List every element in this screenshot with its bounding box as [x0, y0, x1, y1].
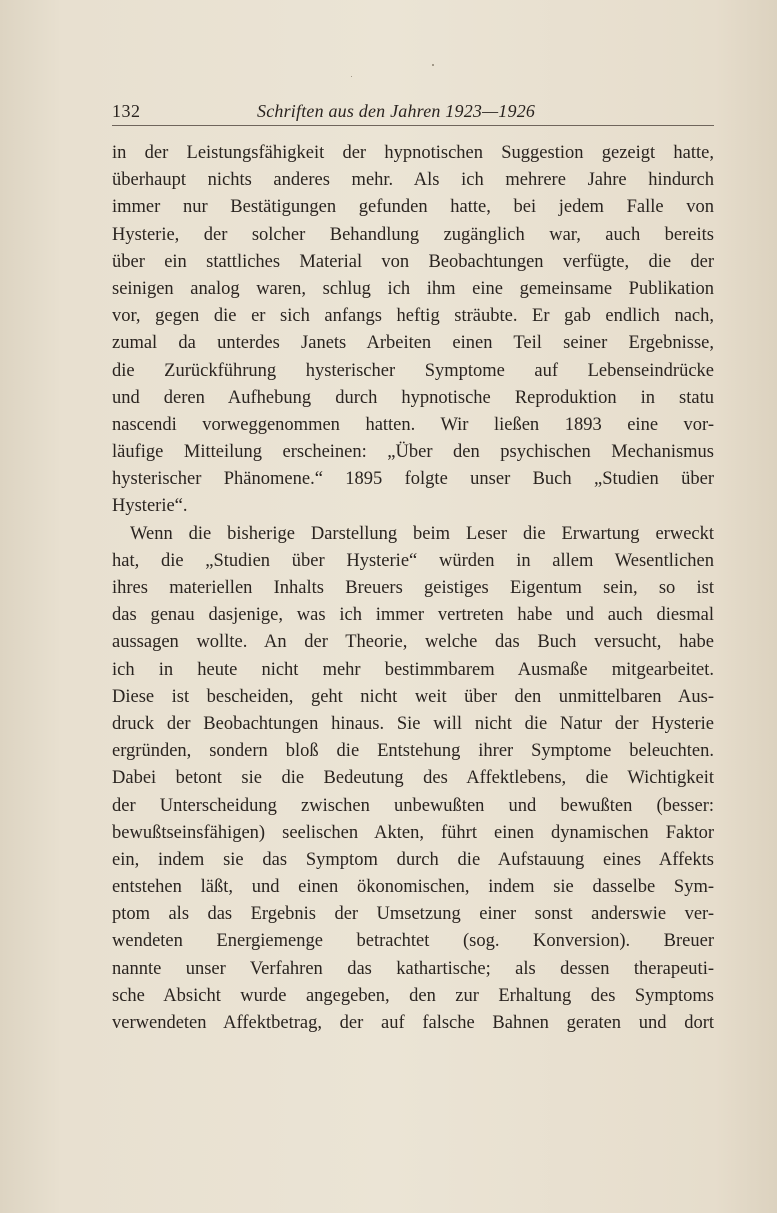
- text-line: hat, die „Studien über Hysterie“ würden in allem Wesentlichen: [112, 550, 714, 571]
- text-line: Wenn die bisherige Darstellung beim Leser die Erwartung erweckt: [130, 523, 714, 544]
- text-line: ein, indem sie das Symptom durch die Aufstauung eines Affekts: [112, 849, 714, 870]
- text-line: überhaupt nichts anderes mehr. Als ich mehrere Jahre hindurch: [112, 170, 714, 191]
- text-line: ergründen, sondern bloß die Entstehung ihrer Symptome beleuchten.: [112, 741, 714, 762]
- text-line: nascendi vorweggenommen hatten. Wir ließen 1893 eine vor-: [112, 414, 714, 435]
- text-line: die Zurückführung hysterischer Symptome auf Lebenseindrücke: [112, 360, 714, 381]
- text-line: immer nur Bestätigungen gefunden hatte, bei jedem Falle von: [112, 197, 714, 218]
- text-line: sche Absicht wurde angegeben, den zur Erhaltung des Symptoms: [112, 985, 714, 1006]
- text-line: seinigen analog waren, schlug ich ihm eine gemeinsame Publikation: [112, 278, 714, 299]
- text-line: Hysterie, der solcher Behandlung zugänglich war, auch bereits: [112, 224, 714, 245]
- text-line: entstehen läßt, und einen ökonomischen, indem sie dasselbe Sym-: [112, 877, 714, 898]
- page-number: 132: [112, 101, 141, 121]
- text-line: verwendeten Affektbetrag, der auf falsche Bahnen geraten und dort: [112, 1013, 714, 1033]
- text-line: vor, gegen die er sich anfangs heftig sträubte. Er gab endlich nach,: [112, 306, 714, 327]
- text-line: in der Leistungsfähigkeit der hypnotischen Suggestion gezeigt hatte,: [112, 143, 714, 163]
- text-line: läufige Mitteilung erscheinen: „Über den psychischen Mechanismus: [112, 442, 714, 463]
- text-line: nannte unser Verfahren das kathartische; als dessen therapeuti-: [112, 958, 714, 979]
- paper-speck: [432, 64, 434, 66]
- body-text: [112, 140, 714, 1037]
- text-line: über ein stattliches Material von Beobachtungen verfügte, die der: [112, 251, 714, 272]
- text-line: bewußtseinsfähigen) seelischen Akten, führt einen dynamischen Faktor: [112, 822, 714, 843]
- running-header: [112, 101, 714, 126]
- text-line: ptom als das Ergebnis der Umsetzung einer sonst anderswie ver-: [112, 904, 714, 925]
- running-title: Schriften aus den Jahren 1923—1926: [257, 101, 536, 121]
- text-line: Hysterie“.: [112, 496, 188, 517]
- text-line: druck der Beobachtungen hinaus. Sie will nicht die Natur der Hysterie: [112, 713, 714, 734]
- text-line: der Unterscheidung zwischen unbewußten und bewußten (besser:: [112, 795, 714, 816]
- text-line: Diese ist bescheiden, geht nicht weit über den unmittelbaren Aus-: [112, 686, 714, 707]
- paper-speck: [351, 76, 352, 77]
- text-line: Dabei betont sie die Bedeutung des Affektlebens, die Wichtigkeit: [112, 768, 714, 789]
- text-line: aussagen wollte. An der Theorie, welche das Buch versucht, habe: [112, 632, 714, 653]
- text-line: ich in heute nicht mehr bestimmbarem Ausmaße mitgearbeitet.: [112, 659, 714, 680]
- text-line: zumal da unterdes Janets Arbeiten einen Teil seiner Ergebnisse,: [112, 333, 714, 354]
- text-line: und deren Aufhebung durch hypnotische Reproduktion in statu: [112, 387, 714, 408]
- text-line: wendeten Energiemenge betrachtet (sog. Konversion). Breuer: [112, 931, 714, 952]
- text-line: hysterischer Phänomene.“ 1895 folgte unser Buch „Studien über: [112, 469, 714, 490]
- text-line: ihres materiellen Inhalts Breuers geistiges Eigentum sein, so ist: [112, 578, 714, 598]
- text-line: das genau dasjenige, was ich immer vertreten habe und auch diesmal: [112, 605, 714, 626]
